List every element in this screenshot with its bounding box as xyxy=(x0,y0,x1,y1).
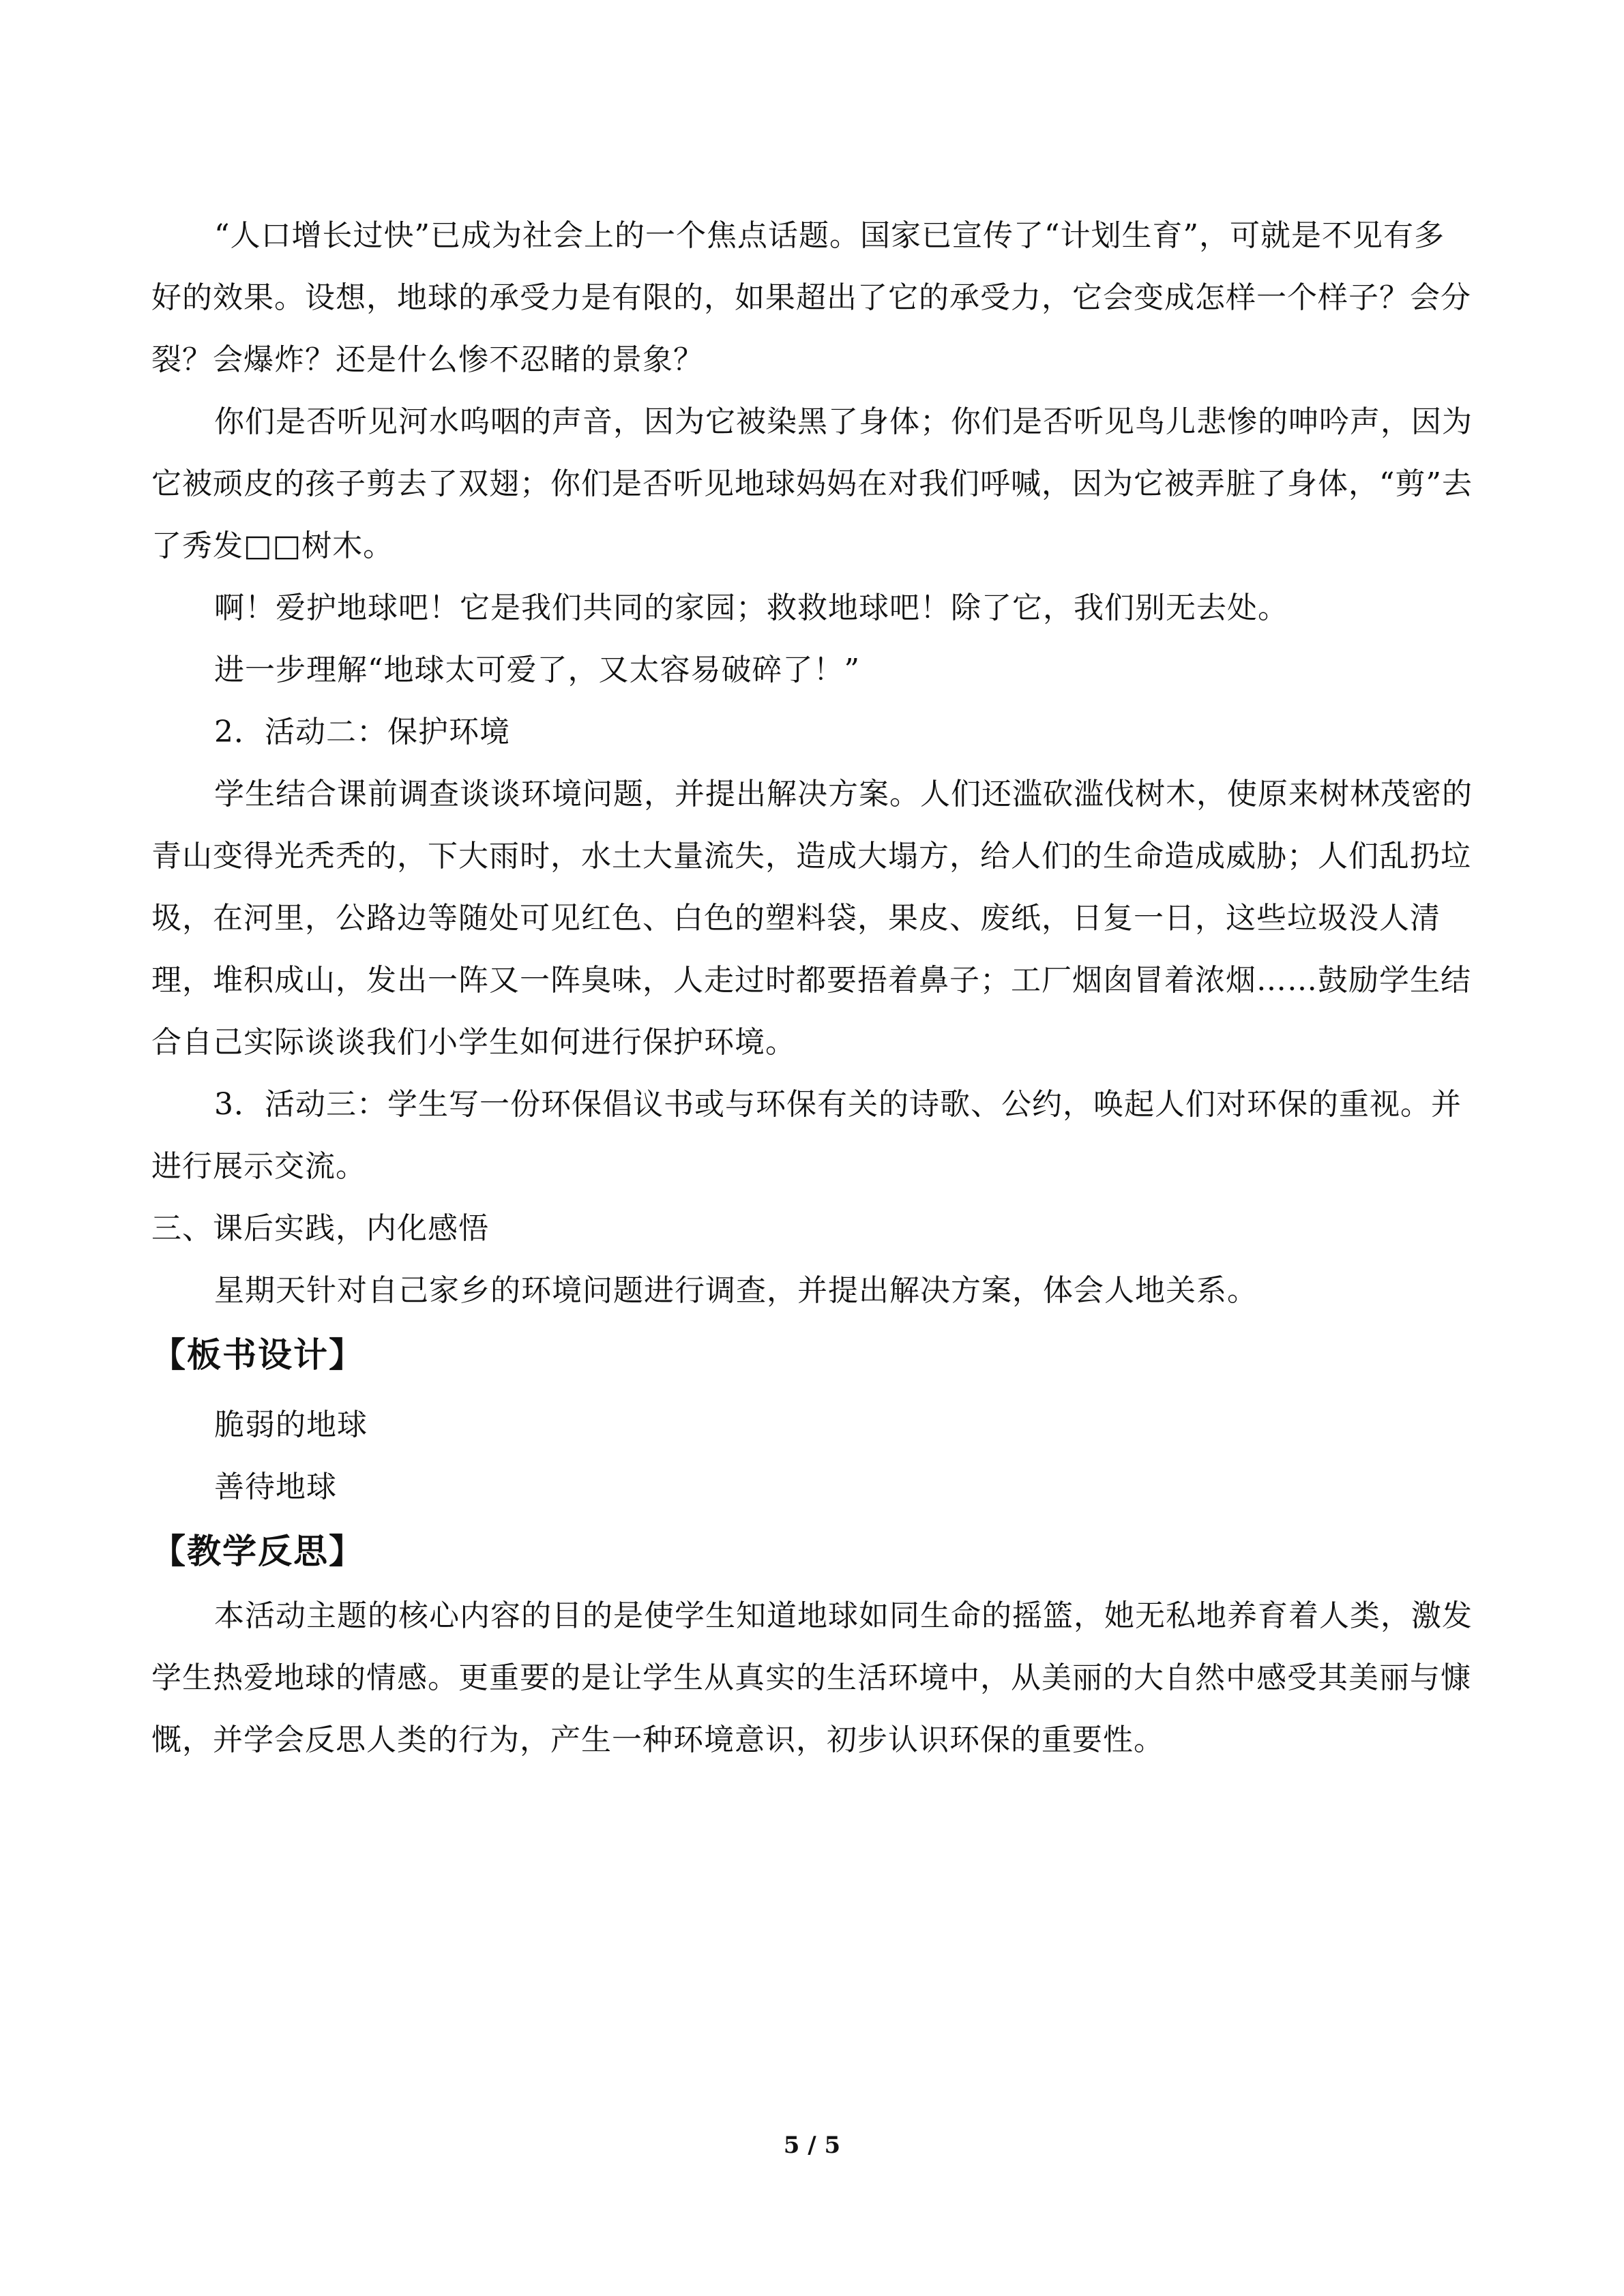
activity-two-title: 2．活动二：保护环境 xyxy=(214,715,510,749)
paragraph-environment-problems: 学生结合课前调查谈谈环境问题，并提出解决方案。人们还滥砍滥伐树木，使原来树林茂密的青山变得光秃秃的，下大雨时，水土大量流失，造成大塌方，给人们的生命造成威胁；人们乱扔垃圾，在河里，公路边等随处可见红色、白色的塑料袋，果皮、废纸，日复一日，这些垃圾没人清理，堆积成山，发出一阵又一阵臭味，人走过时都要捂着鼻子；工厂烟囱冒着浓烟……鼓励学生结合自己实际谈谈我们小学生如何进行保护环境。 xyxy=(151,777,1473,1060)
reflection-heading: 【教学反思】 xyxy=(151,1532,364,1571)
document-body xyxy=(151,205,1475,1771)
activity-three-paragraph: 3．活动三：学生写一份环保倡议书或与环保有关的诗歌、公约，唤起人们对环保的重视。并进行展示交流。 xyxy=(151,1087,1462,1184)
page-number: 5 / 5 xyxy=(783,2132,841,2159)
board-design-heading: 【板书设计】 xyxy=(151,1335,364,1375)
paragraph-further-understanding: 进一步理解“地球太可爱了，又太容易破碎了！” xyxy=(214,653,860,687)
reflection-paragraph: 本活动主题的核心内容的目的是使学生知道地球如同生命的摇篮，她无私地养育着人类，激发学生热爱地球的情感。更重要的是让学生从真实的生活环境中，从美丽的大自然中感受其美丽与慷慨，并学会反思人类的行为，产生一种环境意识，初步认识环保的重要性。 xyxy=(151,1598,1473,1757)
paragraph-earth-crying: 你们是否听见河水呜咽的声音，因为它被染黑了身体；你们是否听见鸟儿悲惨的呻吟声，因为它被顽皮的孩子剪去了双翅；你们是否听见地球妈妈在对我们呼喊，因为它被弄脏了身体，“剪”去了秀发□□树木。 xyxy=(151,404,1473,563)
paragraph-after-class-practice: 星期天针对自己家乡的环境问题进行调查，并提出解决方案，体会人地关系。 xyxy=(214,1273,1258,1308)
paragraph-population-growth: “人口增长过快”已成为社会上的一个焦点话题。国家已宣传了“计划生育”，可就是不见有多好的效果。设想，地球的承受力是有限的，如果超出了它的承受力，它会变成怎样一个样子？会分裂？会爆炸？还是什么惨不忍睹的景象？ xyxy=(151,218,1471,377)
board-line-fragile-earth: 脆弱的地球 xyxy=(214,1407,368,1442)
board-line-treat-earth-well: 善待地球 xyxy=(214,1470,337,1504)
board-design-content xyxy=(151,1394,1475,1518)
section-three-title: 三、课后实践，内化感悟 xyxy=(151,1211,489,1246)
paragraph-love-earth: 啊！爱护地球吧！它是我们共同的家园；救救地球吧！除了它，我们别无去处。 xyxy=(214,591,1288,625)
